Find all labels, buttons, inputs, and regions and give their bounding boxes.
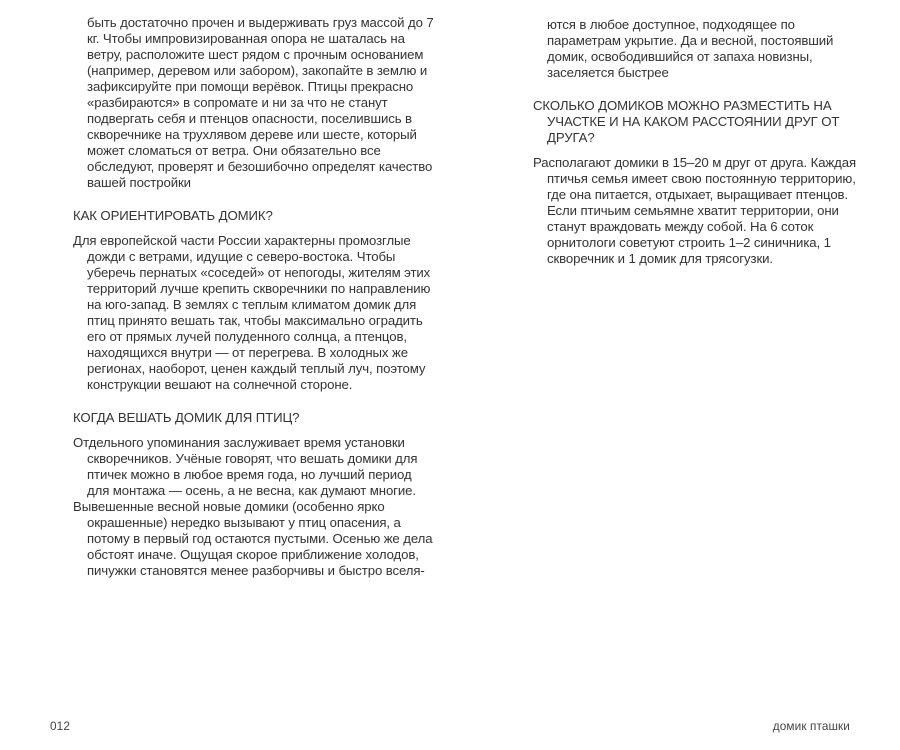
body-paragraph-continued: ются в любое доступное, подходящее по параметрам укрытие. Да и весной, постоявший домик, освободившийся от запаха новизны, заселяется быстрее bbox=[547, 17, 834, 80]
section-heading-how-many-houses: СКОЛЬКО ДОМИКОВ МОЖНО РАЗМЕСТИТЬ НА УЧАСТКЕ И НА КАКОМ РАССТОЯНИИ ДРУГ ОТ ДРУГА? bbox=[533, 98, 840, 145]
running-title: домик пташки bbox=[772, 719, 850, 733]
body-paragraph: Для европейской части России характерны промозглые дожди с ветрами, идущие с северо-востока. Чтобы уберечь пернатых «соседей» от непогоды, жителям этих территорий лучше крепить скворечники по направлению на юго-запад. В землях с теплым климатом домик для птиц принято вешать так, чтобы максимально оградить его от прямых лучей полуденного солнца, а птенцов, находящихся внутри — от перегрева. В холодных же регионах, наоборот, ценен каждый теплый луч, поэтому конструкции вешают на солнечной стороне. bbox=[73, 233, 431, 392]
body-paragraph: Отдельного упоминания заслуживает время установки скворечников. Учёные говорят, что вешать домики для птичек можно в любое время года, но лучший период для монтажа — осень, а не весна, как думают многие. bbox=[73, 435, 418, 498]
right-text-column bbox=[533, 17, 871, 267]
page-number: 012 bbox=[50, 719, 70, 733]
left-text-column bbox=[73, 15, 435, 579]
section-heading-when-to-hang: КОГДА ВЕШАТЬ ДОМИК ДЛЯ ПТИЦ? bbox=[73, 410, 300, 425]
section-heading-orientation: КАК ОРИЕНТИРОВАТЬ ДОМИК? bbox=[73, 208, 273, 223]
body-paragraph: Вывешенные весной новые домики (особенно ярко окрашенные) нередко вызывают у птиц опасения, а потому в первый год остаются пустыми. Осенью же дела обстоят иначе. Ощущая скорое приближение холодов, пичужки становятся менее разборчивы и быстро вселя- bbox=[73, 499, 433, 578]
body-paragraph: Располагают домики в 15–20 м друг от друга. Каждая птичья семья имеет свою постоянную территорию, где она питается, отдыхает, выращивает птенцов. Если птичьим семьямне хватит территории, они станут враждовать между собой. На 6 соток орнитологи советуют строить 1–2 синичника, 1 скворечник и 1 домик для трясогузки. bbox=[533, 155, 857, 266]
body-paragraph-continued: быть достаточно прочен и выдерживать груз массой до 7 кг. Чтобы импровизированная опора не шаталась на ветру, расположите шест рядом с прочным основанием (например, деревом или забором), закопайте в землю и зафиксируйте при помощи верёвок. Птицы прекрасно «разбираются» в сопромате и ни за что не станут подвергать себя и птенцов опасности, поселившись в скворечнике на трухлявом дереве или шесте, который может сломаться от ветра. Они обязательно все обследуют, проверят и безошибочно определят качество вашей постройки bbox=[87, 15, 434, 190]
